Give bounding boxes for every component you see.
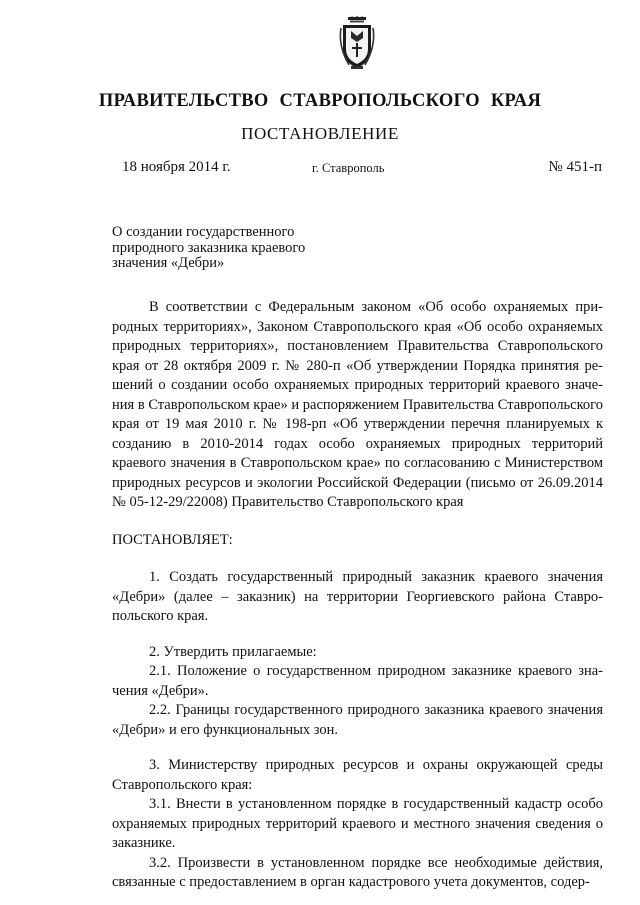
document-number: № 451-п: [548, 159, 602, 175]
item-2-2: 2.2. Границы государственного природного заказника краевого значения «Дебри» и его функциональных зон.: [112, 702, 603, 738]
item-1: 1. Создать государственный природный заказник краевого значения «Дебри» (далее – заказник) на территории Георгиевского района Ставропольского края.: [112, 569, 603, 624]
document-date: 18 ноября 2014 г.: [122, 159, 231, 175]
government-title: ПРАВИТЕЛЬСТВО СТАВРОПОЛЬСКОГО КРАЯ: [98, 91, 542, 111]
document-type: ПОСТАНОВЛЕНИЕ: [241, 124, 399, 143]
preamble-paragraph: В соответствии с Федеральным законом «Об особо охраняемых природных территориях», Законом Ставропольского края «Об особо охраняемых природных территориях», постановлением Правительства Ставропольского края от 28 октября 2009 г. № 280-п «Об утверждении Порядка принятия решений о создании особо охраняемых природных территорий краевого значения в Ставропольском крае» и распоряжением Правительства Ставропольского края от 19 мая 2010 г. № 198-рп «Об утверждении перечня планируемых к созданию в 2010-2014 годах особо охраняемых природных территорий краевого значения в Ставропольском крае» по согласованию с Министерством природных ресурсов и экологии Российской Федерации (письмо от 26.09.2014 № 05-12-29/22008) Правительство Ставропольского края: [112, 299, 603, 510]
document-subject: [112, 225, 352, 272]
item-3: 3. Министерству природных ресурсов и охраны окружающей среды Ставропольского края:: [112, 757, 603, 793]
item-2: 2. Утвердить прилагаемые:: [149, 643, 317, 660]
coat-of-arms-emblem: [337, 16, 377, 70]
subject-line: значения «Дебри»: [112, 255, 225, 271]
item-3-2: 3.2. Произвести в установленном порядке все необходимые действия, связанные с предоставлением в орган кадастрового учета документов, содер-: [112, 854, 603, 890]
subject-line: О создании государственного: [112, 224, 295, 240]
document-body: [112, 298, 603, 893]
document-city: г. Ставрополь: [312, 161, 385, 175]
resolves-heading: ПОСТАНОВЛЯЕТ:: [112, 531, 233, 548]
subject-line: природного заказника краевого: [112, 239, 306, 256]
item-2-1: 2.1. Положение о государственном природном заказнике краевого значения «Дебри».: [112, 663, 603, 699]
item-3-1: 3.1. Внести в установленном порядке в государственный кадастр особо охраняемых природных территорий краевого и местного значения сведения о заказнике.: [112, 796, 603, 851]
